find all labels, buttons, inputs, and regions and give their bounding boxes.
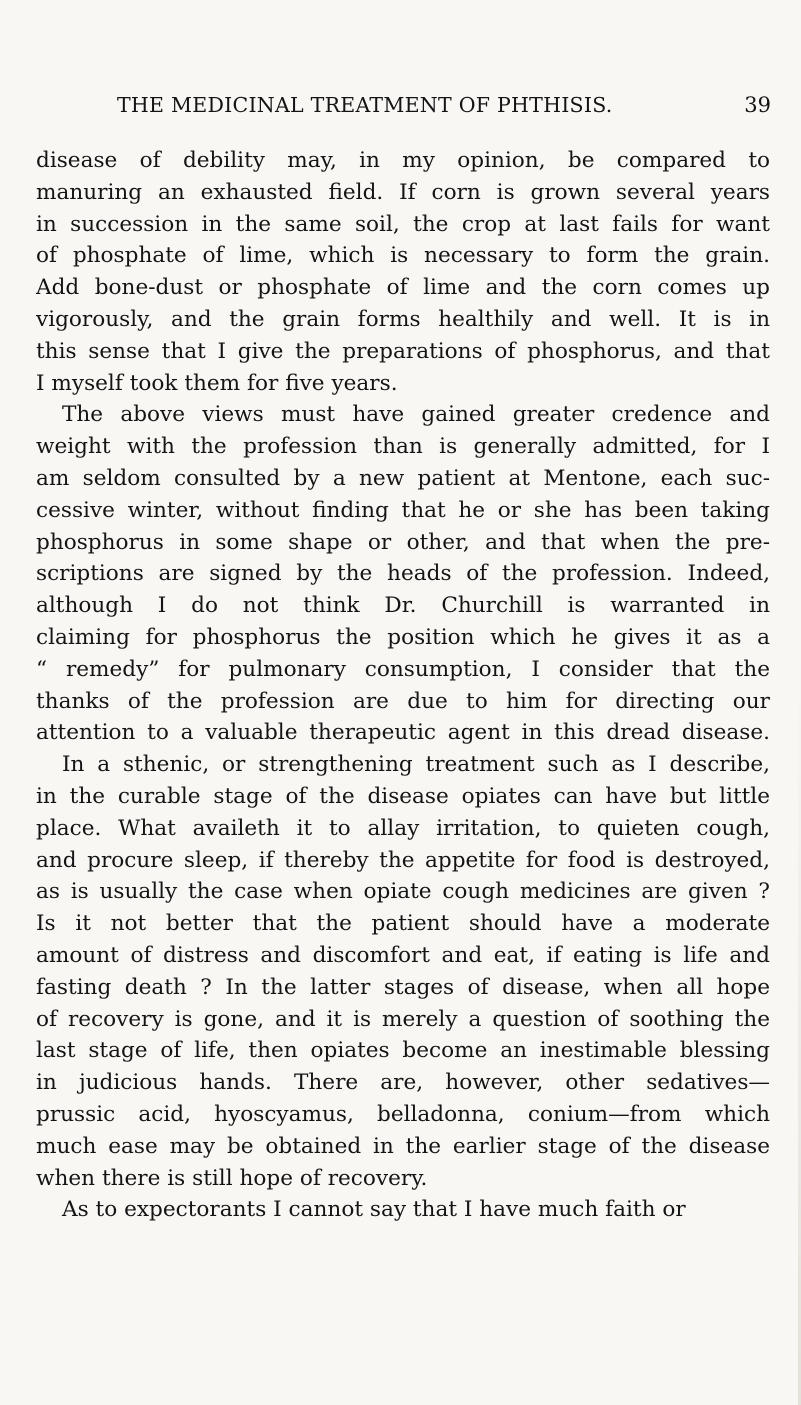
text-line: of recovery is gone, and it is merely a question of soothing the	[36, 1006, 770, 1032]
paragraph-start-line: The above views must have gained greater credence and	[62, 402, 770, 428]
text-line: in judicious hands. There are, however, other sedatives—	[36, 1070, 770, 1096]
text-line: and procure sleep, if thereby the appetite for food is destroyed,	[36, 847, 770, 873]
text-line: prussic acid, hyoscyamus, belladonna, conium—from which	[36, 1101, 770, 1127]
text-line: thanks of the profession are due to him for directing our	[36, 688, 770, 714]
text-line: amount of distress and discomfort and eat, if eating is life and	[36, 942, 770, 968]
text-line: vigorously, and the grain forms healthily and well. It is in	[36, 306, 770, 332]
running-header	[0, 88, 801, 122]
text-line: last stage of life, then opiates become an inestimable blessing	[36, 1038, 770, 1064]
text-line: manuring an exhausted field. If corn is grown several years	[36, 179, 770, 205]
text-line: claiming for phosphorus the position which he gives it as a	[36, 624, 770, 650]
text-line: am seldom consulted by a new patient at Mentone, each suc-	[36, 465, 770, 491]
text-line: much ease may be obtained in the earlier stage of the disease	[36, 1133, 770, 1159]
text-line: “ remedy” for pulmonary consumption, I consider that the	[36, 656, 770, 682]
text-line: weight with the profession than is generally admitted, for I	[36, 434, 770, 460]
text-line: although I do not think Dr. Churchill is warranted in	[36, 593, 770, 619]
text-line: place. What availeth it to allay irritation, to quieten cough,	[36, 815, 770, 841]
paragraph-start-line: In a sthenic, or strengthening treatment such as I describe,	[62, 752, 770, 778]
text-line: attention to a valuable therapeutic agent in this dread disease.	[36, 720, 770, 746]
text-line: in the curable stage of the disease opiates can have but little	[36, 783, 770, 809]
text-line: as is usually the case when opiate cough medicines are given ?	[36, 879, 770, 905]
text-line: this sense that I give the preparations of phosphorus, and that	[36, 338, 770, 364]
text-line: cessive winter, without finding that he or she has been taking	[36, 497, 770, 523]
text-line: of phosphate of lime, which is necessary to form the grain.	[36, 243, 770, 269]
text-line: when there is still hope of recovery.	[36, 1165, 428, 1191]
text-line: I myself took them for five years.	[36, 370, 398, 396]
text-line: fasting death ? In the latter stages of disease, when all hope	[36, 974, 770, 1000]
paragraph-start-line: As to expectorants I cannot say that I have much faith or	[62, 1197, 686, 1223]
text-line: disease of debility may, in my opinion, be compared to	[36, 148, 770, 173]
page-number: 39	[744, 93, 771, 117]
text-line: in succession in the same soil, the crop at last fails for want	[36, 211, 770, 237]
text-line: phosphorus in some shape or other, and that when the pre-	[36, 529, 770, 555]
text-line: Is it not better that the patient should have a moderate	[36, 911, 770, 937]
text-line: Add bone-dust or phosphate of lime and the corn comes up	[36, 275, 770, 301]
body-text	[36, 145, 770, 1226]
text-line: scriptions are signed by the heads of the profession. Indeed,	[36, 561, 770, 587]
running-title: THE MEDICINAL TREATMENT OF PHTHISIS.	[117, 93, 613, 117]
